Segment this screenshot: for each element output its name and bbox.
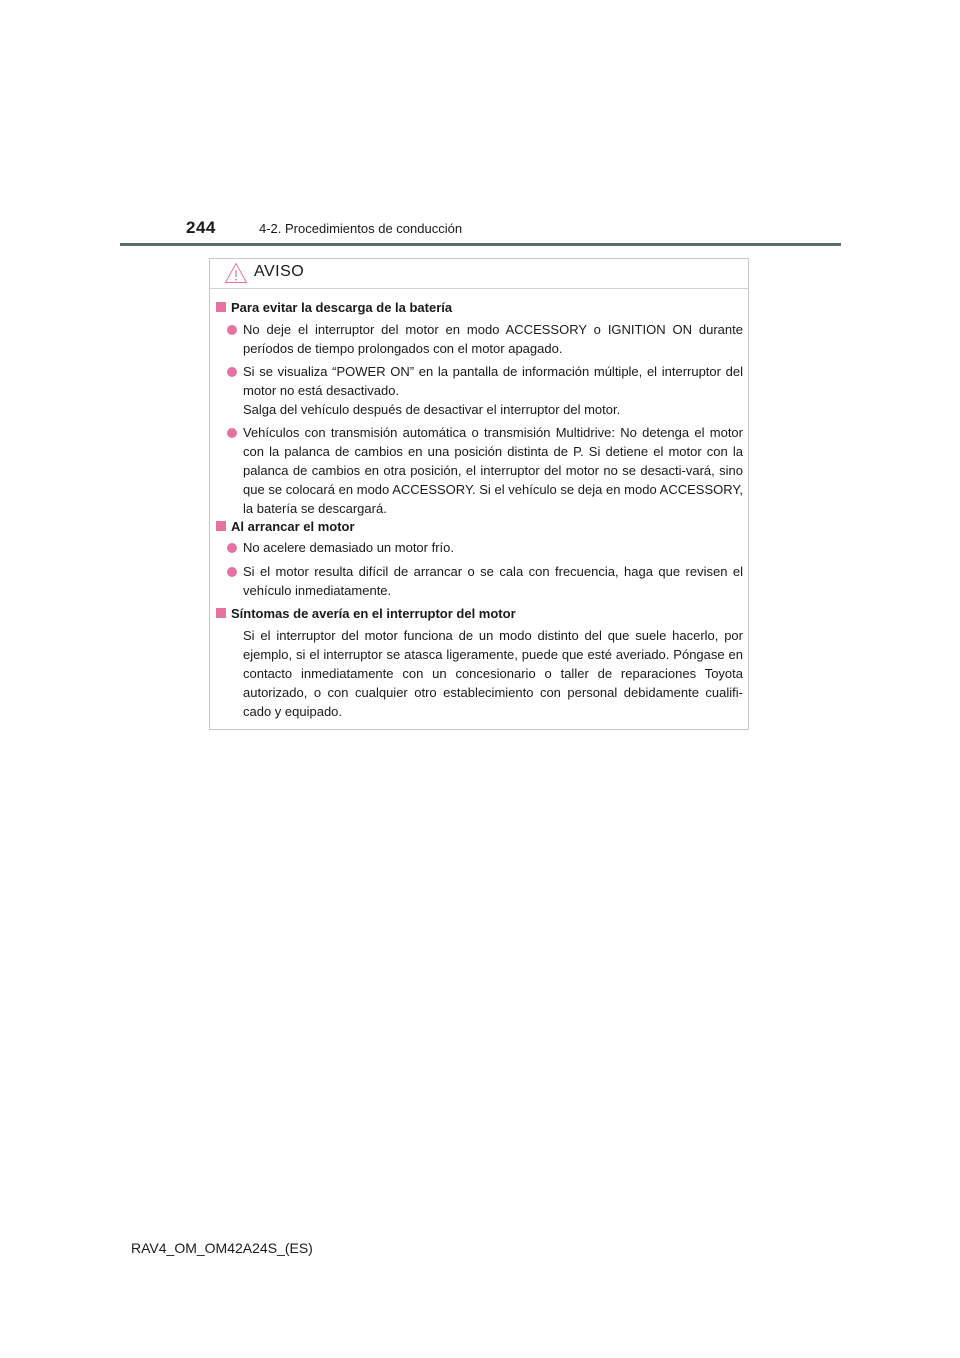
notice-header [210,259,748,289]
bullet-text: No acelere demasiado un motor frío. [243,540,454,555]
circle-bullet-icon [227,367,237,377]
section-heading [216,517,355,536]
section-paragraph: Si el interruptor del motor funciona de un modo distinto del que suele hacerlo, por ejemplo, si el interruptor se atasca ligeramente, puede que esté averiado. Póngase en contacto inmediatamente con un concesionario o taller de reparaciones Toyota autorizado, o con cualquier otro establecimiento con personal debidamente cualifi-cado y equipado. [243,628,743,719]
header-rule [120,243,841,246]
circle-bullet-icon [227,325,237,335]
notice-box [209,258,749,730]
square-bullet-icon [216,521,226,531]
section-heading [216,604,516,623]
bullet-item [227,562,743,600]
bullet-text: Vehículos con transmisión automática o transmisión Multidrive: No detenga el motor con la palanca de cambios en una posición distinta de P. Si detiene el motor con la palanca de cambios en otra posición, el interruptor del motor no se desacti-vará, sino que se colocará en modo ACCESSORY. Si el vehículo se deja en modo ACCESSORY, la batería se descargará. [243,425,743,516]
section-title: 4-2. Procedimientos de conducción [259,221,463,236]
section-heading-text: Síntomas de avería en el interruptor del motor [231,606,516,621]
bullet-text: No deje el interruptor del motor en modo ACCESSORY o IGNITION ON durante períodos de tiempo prolongados con el motor apagado. [243,322,743,356]
section-heading-text: Al arrancar el motor [231,519,355,534]
page-number: 244 [186,218,216,237]
bullet-item [227,362,743,419]
document-id: RAV4_OM_OM42A24S_(ES) [131,1240,313,1256]
square-bullet-icon [216,608,226,618]
bullet-item [227,320,743,358]
bullet-text-continued: Salga del vehículo después de desactivar el interruptor del motor. [243,402,621,417]
circle-bullet-icon [227,543,237,553]
notice-title: AVISO [254,263,305,280]
section-heading [216,298,452,317]
notice-body [210,289,748,729]
bullet-text: Si se visualiza “POWER ON” en la pantalla de información múltiple, el interruptor del motor no está desactivado. [243,364,743,398]
warning-triangle-icon [224,262,248,284]
circle-bullet-icon [227,567,237,577]
section-heading-text: Para evitar la descarga de la batería [231,300,453,315]
bullet-text: Si el motor resulta difícil de arrancar o se cala con frecuencia, haga que revisen el vehículo inmediatamente. [243,564,743,598]
square-bullet-icon [216,302,226,312]
circle-bullet-icon [227,428,237,438]
bullet-item [227,538,743,557]
bullet-item [227,423,743,518]
